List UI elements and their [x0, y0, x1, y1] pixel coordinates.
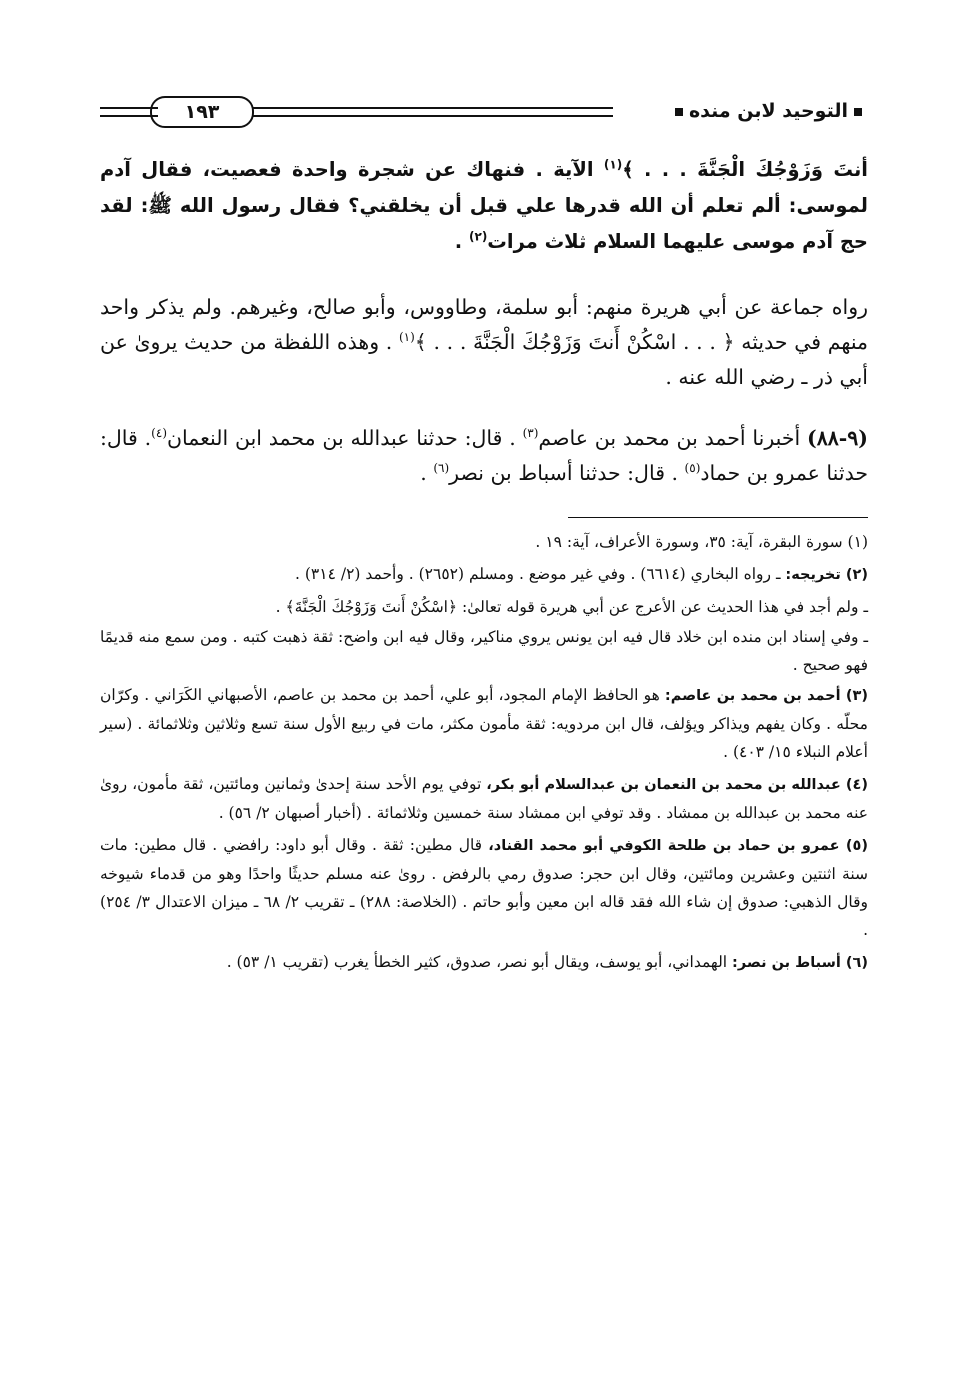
footnote-2-note: ـ وفي إسناد ابن منده ابن خلاد قال فيه ابن يونس يروي مناكير، وقال فيه ابن واضح: ثقة ذهبت كتبه . ومن سمع منه قديمًا فهو صحيح .: [100, 628, 868, 674]
footnote-2: (٢) تخريجه: ـ رواه البخاري (٦٦١٤) . وفي غير موضع . ومسلم (٢٦٥٢) . وأحمد (٢/ ٣١٤) .: [295, 565, 868, 583]
running-header: [100, 96, 868, 136]
page-number: ١٩٣: [150, 96, 254, 128]
header-rule: [250, 107, 613, 117]
square-ornament-icon: [854, 108, 862, 116]
paragraph-continuation: أنتَ وَزَوْجُكَ الْجَنَّةَ . . . ﴾$^{(١)}$ الآية . فنهاك عن شجرة واحدة فعصيت، فقال آدم لموسى: ألم تعلم أن الله قدرها علي قبل أن يخلقني؟ فقال رسول الله ﷺ: لقد حج آدم موسى عليهما السلام ثلاث مرات$^{(٢)}$ .: [100, 157, 868, 253]
square-ornament-icon: [675, 108, 683, 116]
footnote-4: (٤) عبدالله بن محمد بن النعمان بن عبدالسلام أبو بكر، توفي يوم الأحد سنة إحدىٰ وثمانين ومائتين، ثقة مأمون، روىٰ عنه محمد بن عبدالله بن ممشاد . وقد توفي ابن ممشاد سنة خمسين وثلاثمائة . (أخبار أصبهان ٢/ ٥٦) .: [100, 775, 868, 822]
footnote-separator: [568, 517, 868, 518]
footnote-3: (٣) أحمد بن محمد بن عاصم: هو الحافظ الإمام المجود، أبو علي، أحمد بن محمد بن عاصم، الأصبهاني الكَرَاني . وكرّان محلّه . وكان يفهم ويذاكر ويؤلف، قال ابن مردويه: ثقة مأمون مكثر، مات في ربيع الأول سنة تسع وثلاثين وثلاثمائة . (سير أعلام النبلاء ١٥/ ٤٠٣) .: [100, 686, 868, 761]
paragraph-hadith-chain: (٩-٨٨) أخبرنا أحمد بن محمد بن عاصم$^{(٣)}$ . قال: حدثنا عبدالله بن محمد ابن النعمان$^{(٤)}$. قال: حدثنا عمرو بن حماد$^{(٥)}$ . قال: حدثنا أسباط بن نصر$^{(٦)}$ .: [100, 426, 868, 485]
header-rule: [100, 107, 158, 117]
page: [100, 96, 868, 981]
hadith-number: (٩-٨٨): [807, 426, 868, 450]
footnote-1: (١) سورة البقرة، آية: ٣٥، وسورة الأعراف، آية: ١٩ .: [535, 533, 868, 551]
book-title: التوحيد لابن منده: [669, 100, 868, 122]
footnote-6: (٦) أسباط بن نصر: الهمداني، أبو يوسف، ويقال أبو نصر، صدوق، كثير الخطأ يغرب (تقريب ١/ ٥٣) .: [226, 953, 868, 971]
paragraph-commentary: رواه جماعة عن أبي هريرة منهم: أبو سلمة، وطاووس، وأبو صالح، وغيرهم. ولم يذكر واحد منهم في حديثه ﴿ . . . اسْكُنْ أَنتَ وَزَوْجُكَ الْجَنَّةَ . . . ﴾$^{(١)}$ . وهذه اللفظة من حديث يروىٰ عن أبي ذر ـ رضي الله عنه .: [100, 295, 869, 389]
footnote-5: (٥) عمرو بن حماد بن طلحة الكوفي أبو محمد القناد، قال مطين: ثقة . وقال أبو داود: رافضي . قال مطين: مات سنة اثنتين وعشرين ومائتين، وقال ابن حجر: صدوق رمي بالرفض . روىٰ عنه مسلم حديثًا واحدًا وهو من قدماء شيوخه وقال الذهبي: صدوق إن شاء الله فقد قاله ابن معين وأبو حاتم . (الخلاصة: ٢٨٨) ـ تقريب ٢/ ٦٨ ـ ميزان الاعتدال ٣/ ٢٥٤) .: [100, 836, 868, 939]
footnote-2-note: ـ ولم أجد في هذا الحديث عن الأعرج عن أبي هريرة قوله تعالىٰ: ﴿اسْكُنْ أَنتَ وَزَوْجُكَ الْجَنَّةَ﴾ .: [275, 598, 868, 616]
footnotes: [100, 528, 868, 977]
